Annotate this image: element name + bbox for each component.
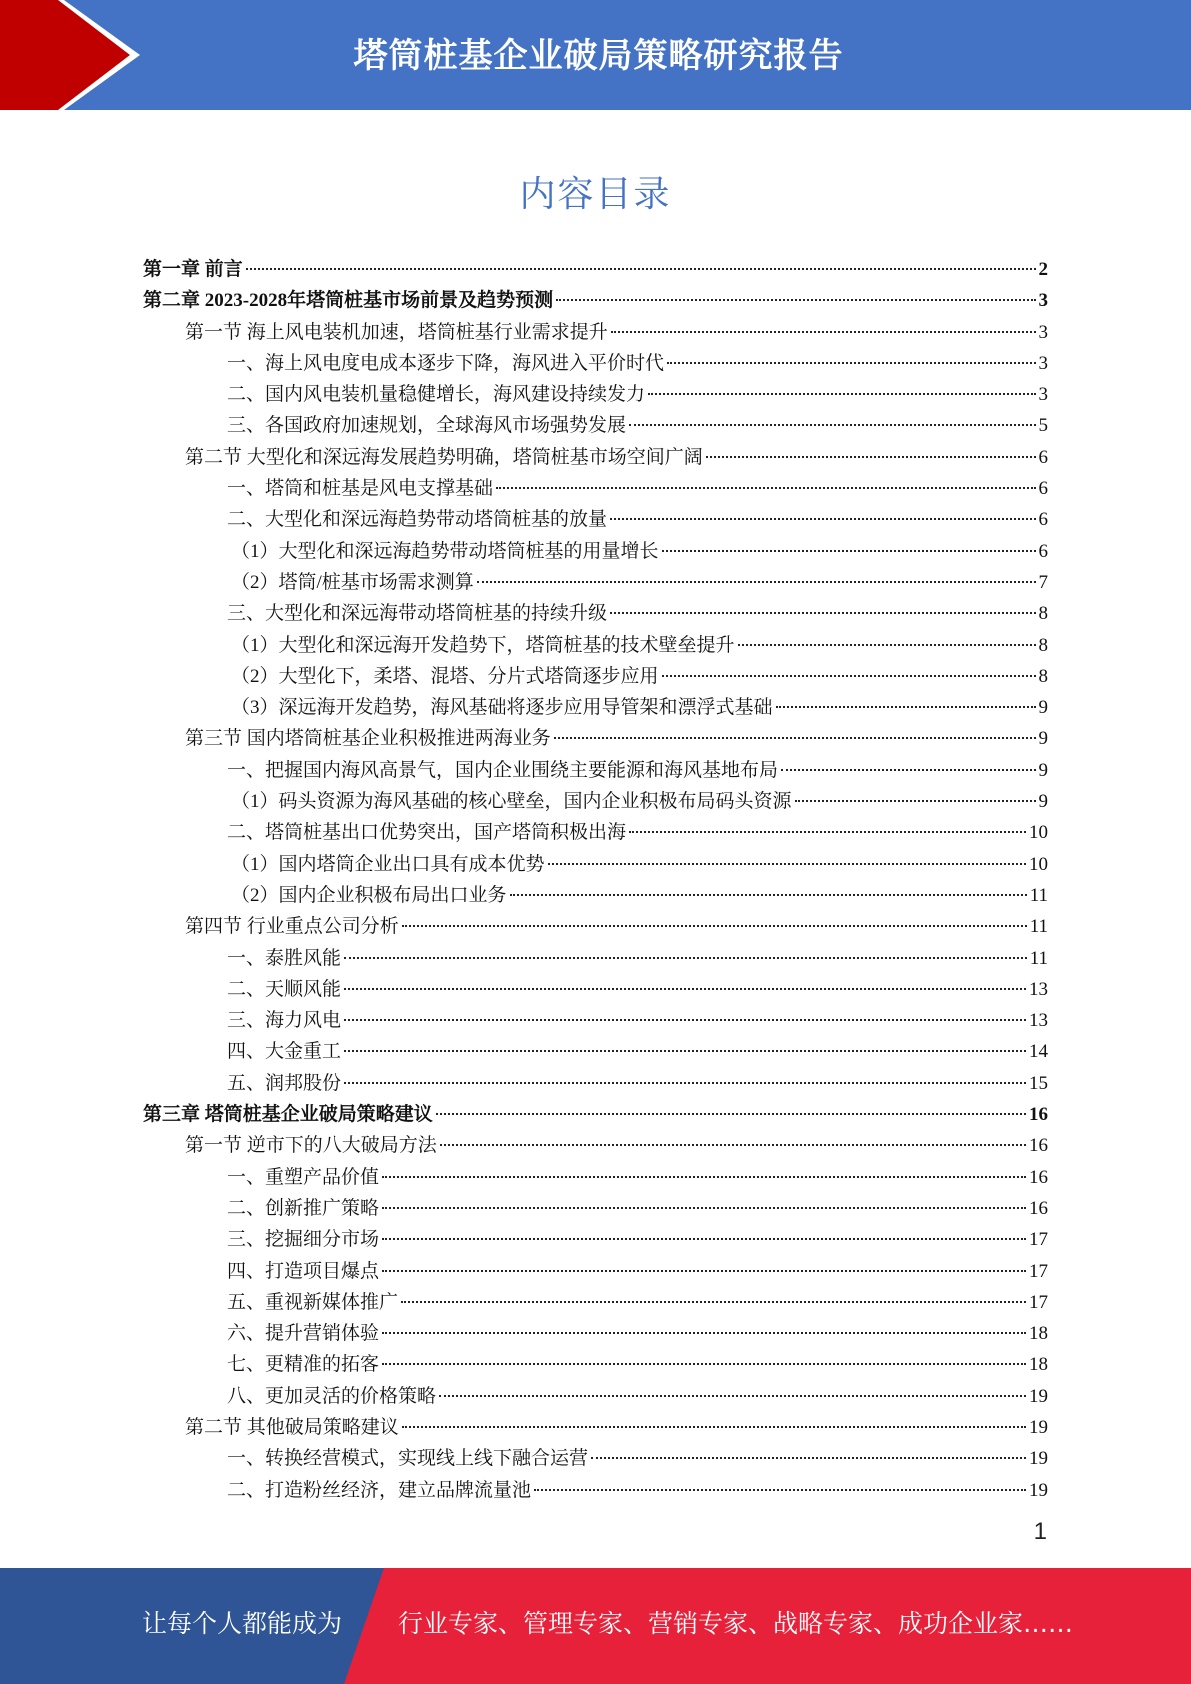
toc-entry[interactable] [143,1193,1048,1224]
toc-leader-dots [402,925,1027,927]
toc-entry[interactable] [143,1099,1048,1130]
toc-entry-title: 第三节 国内塔筒桩基企业积极推进两海业务 [185,728,551,750]
page-footer [0,1568,1191,1684]
page-header [0,0,1191,110]
toc-entry-page: 3 [1038,384,1048,406]
toc-entry[interactable] [143,849,1048,880]
toc-entry-page: 17 [1029,1260,1048,1282]
toc-entry-title: （2）塔筒/桩基市场需求测算 [231,571,474,593]
toc-entry-title: 二、国内风电装机量稳健增长，海风建设持续发力 [227,384,646,406]
toc-entry-page: 9 [1038,759,1048,781]
toc-leader-dots [401,1301,1026,1303]
toc-entry[interactable] [143,1130,1048,1161]
toc-entry[interactable] [143,723,1048,754]
toc-entry-title: （1）大型化和深远海开发趋势下，塔筒桩基的技术壁垒提升 [231,634,735,656]
toc-entry-page: 3 [1038,352,1048,374]
toc-leader-dots [477,581,1036,583]
toc-leader-dots [554,737,1036,739]
toc-entry[interactable] [143,1381,1048,1412]
toc-leader-dots [246,268,1036,270]
toc-leader-dots [382,1207,1026,1209]
toc-entry[interactable] [143,661,1048,692]
toc-entry-page: 11 [1029,884,1048,906]
toc-leader-dots [706,456,1036,458]
toc-leader-dots [382,1363,1026,1365]
toc-heading: 内容目录 [519,174,672,215]
toc-entry-page: 15 [1029,1072,1048,1094]
toc-entry-page: 11 [1029,947,1048,969]
toc-entry[interactable] [143,254,1048,285]
toc-entry-title: 七、更精准的拓客 [227,1354,380,1376]
toc-entry-title: （2）国内企业积极布局出口业务 [231,884,507,906]
toc-entry[interactable] [143,598,1048,629]
toc-entry[interactable] [143,1287,1048,1318]
toc-leader-dots [496,487,1035,489]
toc-entry-page: 16 [1029,1104,1048,1126]
toc-entry-title: 一、把握国内海风高景气，国内企业围绕主要能源和海风基地布局 [227,759,779,781]
toc-entry[interactable] [143,348,1048,379]
toc-entry-page: 8 [1038,665,1048,687]
toc-entry[interactable] [143,1349,1048,1380]
toc-entry[interactable] [143,880,1048,911]
toc-entry-page: 19 [1029,1385,1048,1407]
toc-entry[interactable] [143,379,1048,410]
toc-entry-page: 16 [1029,1135,1048,1157]
toc-entry-title: 五、重视新媒体推广 [227,1291,399,1313]
toc-entry[interactable] [143,536,1048,567]
toc-leader-dots [662,550,1036,552]
toc-entry-page: 13 [1029,978,1048,1000]
toc-leader-dots [591,1457,1026,1459]
toc-entry-page: 10 [1029,822,1048,844]
toc-entry[interactable] [143,1224,1048,1255]
toc-entry-title: 二、打造粉丝经济，建立品牌流量池 [227,1479,532,1501]
toc-entry[interactable] [143,317,1048,348]
toc-entry-page: 3 [1038,290,1048,312]
toc-entry-title: 三、挖掘细分市场 [227,1229,380,1251]
toc-entry[interactable] [143,504,1048,535]
toc-entry-page: 19 [1029,1448,1048,1470]
toc-entry[interactable] [143,1256,1048,1287]
toc-entry-title: 四、大金重工 [227,1041,342,1063]
toc-leader-dots [344,957,1027,959]
toc-entry-page: 8 [1038,634,1048,656]
toc-entry-title: 第一节 逆市下的八大破局方法 [185,1135,437,1157]
toc-leader-dots [344,1050,1026,1052]
toc-leader-dots [781,769,1035,771]
toc-entry-title: （1）国内塔筒企业出口具有成本优势 [231,853,545,875]
toc-entry-title: 八、更加灵活的价格策略 [227,1385,437,1407]
toc-entry-page: 17 [1029,1229,1048,1251]
toc-entry-page: 9 [1038,791,1048,813]
toc-leader-dots [648,393,1035,395]
toc-entry-page: 18 [1029,1323,1048,1345]
toc-entry-title: 三、海力风电 [227,1010,342,1032]
toc-entry-title: 二、天顺风能 [227,978,342,1000]
toc-entry[interactable] [143,442,1048,473]
toc-entry-page: 9 [1038,697,1048,719]
toc-entry-title: 六、提升营销体验 [227,1323,380,1345]
toc-leader-dots [610,612,1035,614]
toc-entry-title: 二、大型化和深远海趋势带动塔筒桩基的放量 [227,509,608,531]
toc-entry-title: （2）大型化下，柔塔、混塔、分片式塔筒逐步应用 [231,665,659,687]
toc-entry-page: 11 [1029,916,1048,938]
toc-entry-page: 16 [1029,1197,1048,1219]
toc-entry[interactable] [143,567,1048,598]
toc-entry-title: 第二章 2023-2028年塔筒桩基市场前景及趋势预测 [143,290,554,312]
toc-leader-dots [548,863,1026,865]
toc-leader-dots [667,362,1035,364]
table-of-contents [143,254,1048,1506]
footer-slogan-left: 让每个人都能成为 [142,1609,343,1638]
toc-entry-page: 6 [1038,446,1048,468]
toc-leader-dots [439,1395,1026,1397]
toc-entry-title: 第一节 海上风电装机加速，塔筒桩基行业需求提升 [185,321,608,343]
toc-entry[interactable] [143,285,1048,316]
toc-entry-title: 五、润邦股份 [227,1072,342,1094]
toc-leader-dots [344,988,1026,990]
toc-entry[interactable] [143,692,1048,723]
toc-leader-dots [662,675,1036,677]
toc-entry-page: 16 [1029,1166,1048,1188]
toc-entry-title: 第四节 行业重点公司分析 [185,916,399,938]
toc-entry-page: 17 [1029,1291,1048,1313]
toc-entry-page: 7 [1038,571,1048,593]
toc-leader-dots [344,1082,1026,1084]
toc-entry-page: 2 [1038,259,1048,280]
toc-leader-dots [610,518,1035,520]
toc-entry[interactable] [143,1005,1048,1036]
toc-leader-dots [776,706,1036,708]
toc-entry-page: 6 [1038,478,1048,500]
toc-entry-page: 13 [1029,1010,1048,1032]
toc-entry[interactable] [143,473,1048,504]
toc-entry-page: 14 [1029,1041,1048,1063]
toc-leader-dots [629,831,1026,833]
toc-entry-page: 19 [1029,1479,1048,1501]
toc-entry-title: 二、塔筒桩基出口优势突出，国产塔筒积极出海 [227,822,627,844]
toc-leader-dots [738,644,1036,646]
toc-entry[interactable] [143,1443,1048,1474]
toc-entry[interactable] [143,1068,1048,1099]
toc-entry-page: 3 [1038,321,1048,343]
page-number: 1 [1033,1518,1047,1545]
toc-entry-title: 第二节 其他破局策略建议 [185,1416,399,1438]
toc-entry[interactable] [143,1412,1048,1443]
toc-entry-page: 9 [1038,728,1048,750]
toc-entry-title: 四、打造项目爆点 [227,1260,380,1282]
toc-entry-page: 10 [1029,853,1048,875]
toc-leader-dots [795,800,1036,802]
toc-entry-title: 第二节 大型化和深远海发展趋势明确，塔筒桩基市场空间广阔 [185,446,703,468]
toc-leader-dots [534,1489,1026,1491]
toc-entry-title: 一、塔筒和桩基是风电支撑基础 [227,478,494,500]
toc-entry-page: 5 [1038,415,1048,437]
toc-entry[interactable] [143,410,1048,441]
toc-entry-title: （1）码头资源为海风基础的核心壁垒，国内企业积极布局码头资源 [231,791,792,813]
toc-leader-dots [629,424,1035,426]
toc-entry-title: （1）大型化和深远海趋势带动塔筒桩基的用量增长 [231,540,659,562]
toc-entry[interactable] [143,974,1048,1005]
toc-leader-dots [382,1270,1026,1272]
toc-entry[interactable] [143,786,1048,817]
toc-leader-dots [382,1238,1026,1240]
toc-entry-title: 二、创新推广策略 [227,1197,380,1219]
toc-entry-title: 三、大型化和深远海带动塔筒桩基的持续升级 [227,603,608,625]
toc-entry-title: 第一章 前言 [143,259,243,280]
toc-leader-dots [382,1176,1026,1178]
toc-entry-page: 19 [1029,1416,1048,1438]
toc-leader-dots [436,1113,1026,1115]
toc-entry-title: 一、重塑产品价值 [227,1166,380,1188]
toc-entry[interactable] [143,1162,1048,1193]
toc-entry-page: 6 [1038,540,1048,562]
toc-leader-dots [382,1332,1026,1334]
toc-entry-page: 8 [1038,603,1048,625]
toc-entry[interactable] [143,1036,1048,1067]
toc-leader-dots [402,1426,1026,1428]
toc-leader-dots [611,331,1036,333]
toc-leader-dots [344,1019,1026,1021]
footer-slogan-right: 行业专家、管理专家、营销专家、战略专家、成功企业家…… [398,1609,1074,1638]
toc-entry-title: 第三章 塔筒桩基企业破局策略建议 [143,1104,433,1126]
toc-entry-title: 一、海上风电度电成本逐步下降，海风进入平价时代 [227,352,665,374]
toc-entry-title: 一、转换经营模式，实现线上线下融合运营 [227,1448,589,1470]
toc-entry-title: 一、泰胜风能 [227,947,342,969]
toc-entry-page: 18 [1029,1354,1048,1376]
toc-entry-title: 三、各国政府加速规划，全球海风市场强势发展 [227,415,627,437]
toc-entry[interactable] [143,630,1048,661]
toc-leader-dots [440,1144,1026,1146]
toc-entry[interactable] [143,817,1048,848]
toc-leader-dots [556,299,1035,301]
toc-entry[interactable] [143,1475,1048,1506]
toc-entry[interactable] [143,755,1048,786]
toc-leader-dots [510,894,1027,896]
toc-entry[interactable] [143,943,1048,974]
toc-entry-page: 6 [1038,509,1048,531]
toc-entry[interactable] [143,1318,1048,1349]
report-title: 塔筒桩基企业破局策略研究报告 [353,36,844,76]
toc-entry-title: （3）深远海开发趋势，海风基础将逐步应用导管架和漂浮式基础 [231,697,773,719]
toc-entry[interactable] [143,911,1048,942]
